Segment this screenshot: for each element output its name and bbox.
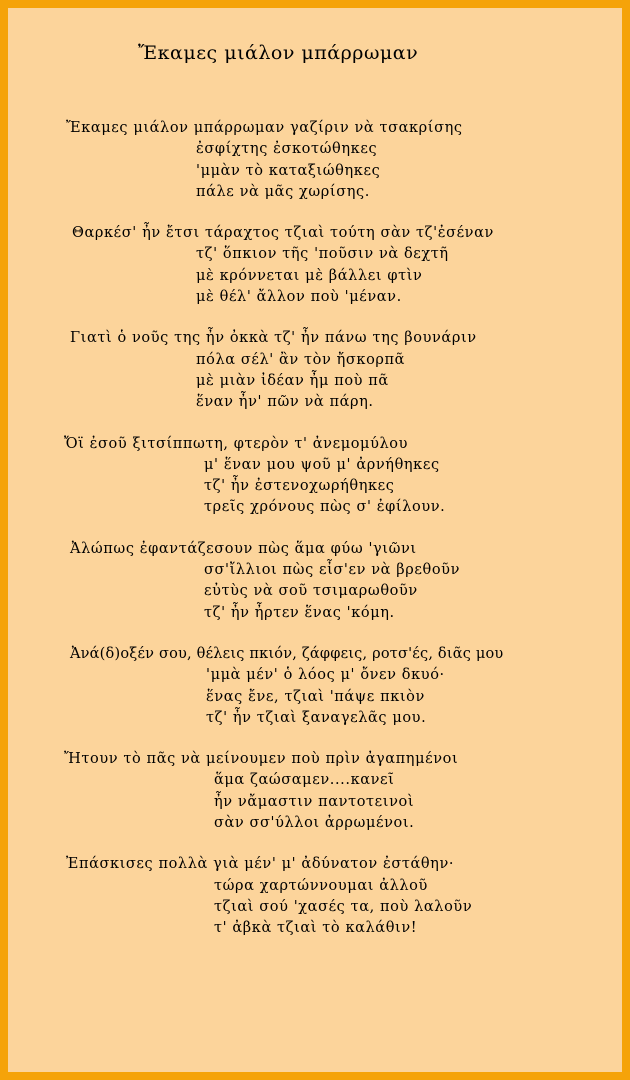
poem-line: τζ' ἦν ἦρτεν ἕνας 'κόμη. (204, 604, 395, 621)
poem-line: Ἀνά(δ)οξέν σου, θέλεις πκιόν, ζάφφεις, ροτσ'ές, διᾶς μου (70, 645, 504, 662)
stanza (8, 644, 622, 729)
poem-line: μ' ἕναν μου ψοῦ μ' ἀρνήθηκες (204, 456, 440, 473)
stanza (8, 223, 622, 308)
poem-line: Ἔκαμες μιάλον μπάρρωμαν γαζίριν νὰ τσακρίσης (66, 120, 463, 136)
poem-line: Θαρκέσ' ἦν ἔτσι τάραχτος τζιαὶ τούτη σὰν τζ'ἐσέναν (72, 225, 494, 242)
poem-line: πάλε νὰ μᾶς χωρίσης. (196, 183, 370, 200)
poem-line: Γιατὶ ὁ νοῦς της ἦν ὀκκὰ τζ' ἦν πάνω της βουνάριν (70, 330, 477, 347)
poem-line: τώρα χαρτώννουμαι ἀλλοῦ (214, 877, 428, 894)
poem-line: μὲ θέλ' ἄλλον ποὺ 'μέναν. (196, 289, 402, 306)
stanza (8, 118, 622, 203)
poem-line: τζιαὶ σού 'χασές τα, ποὺ λαλοῦν (214, 898, 473, 915)
poem-line: τρεῖς χρόνους πὼς σ' ἐφίλουν. (204, 499, 446, 516)
poem-line: πόλα σέλ' ἂν τὸν ἤσκορπᾶ (196, 351, 406, 368)
poem-line: 'μμὰν τὸ καταξιώθηκες (196, 162, 381, 179)
poem-line: ἕνας ἔνε, τζιαὶ 'πάψε πκιὸν (206, 688, 425, 705)
poem-line: τζ' ὅπκιον τῆς 'ποῦσιν νὰ δεχτῆ (196, 246, 449, 263)
poem-line: 'μμὰ μέν' ὁ λόος μ' ὄνεν δκυό· (206, 667, 445, 684)
stanza (8, 434, 622, 519)
stanza (8, 854, 622, 939)
poem-line: Ἤτουν τὸ πᾶς νὰ μείνουμεν ποὺ πρὶν ἀγαπημένοι (64, 751, 459, 768)
stanza (8, 749, 622, 834)
poem-line: μὲ κρόννεται μὲ βάλλει φτὶν (196, 267, 423, 284)
poem-line: ἕναν ἦν' πῶν νὰ πάρη. (196, 394, 374, 411)
stanza (8, 328, 622, 413)
poem-line: τ' ἀβκὰ τζιαὶ τὸ καλάθιν! (214, 920, 418, 937)
poem-line: Ὄϊ ἐσοῦ ξιτσίππωτη, φτερὸν τ' ἀνεμομύλου (64, 435, 409, 452)
poem-line: σὰν σσ'ύλλοι ἀρρωμένοι. (214, 815, 415, 832)
poem-line: Ἀλώπως ἐφαντάζεσουν πὼς ἅμα φύω 'γιῶνι (70, 540, 417, 557)
poem-line: σσ'ἴλλιοι πὼς εἶσ'εν νὰ βρεθοῦν (204, 562, 460, 579)
poem-line: τζ' ἦν ἐστενοχωρήθηκες (204, 478, 395, 495)
stanza (8, 539, 622, 624)
poem-line: ἅμα ζαώσαμεν....κανεῖ (214, 772, 395, 789)
poem-line: τζ' ἦν τζιαὶ ξαναγελᾶς μου. (206, 709, 427, 726)
poem-line: ἦν νἄμαστιν παντοτεινοὶ (214, 793, 415, 810)
poem-line: μὲ μιὰν ἰδέαν ἦμ ποὺ πᾶ (196, 372, 389, 389)
poem-body (8, 118, 622, 960)
poem-line: εὐτὺς νὰ σοῦ τσιμαρωθοῦν (204, 583, 418, 600)
poem-line: ἐσφίχτης ἐσκοτώθηκες (196, 141, 378, 158)
poem-line: Ἐπάσκισες πολλὰ γιὰ μέν' μ' ἀδύνατον ἐστάθην· (66, 856, 455, 873)
poem-title: Ἔκαμες μιάλον μπάρρωμαν (138, 42, 419, 64)
